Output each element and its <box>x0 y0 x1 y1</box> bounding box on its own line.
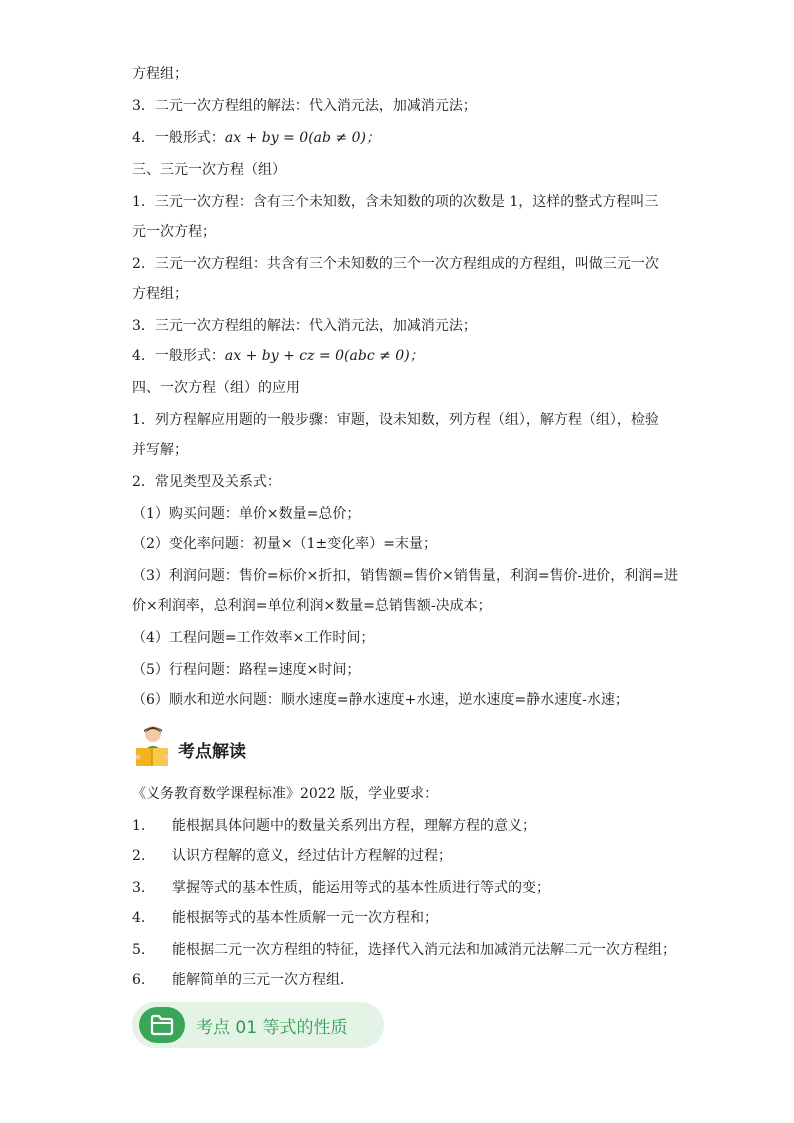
reading-student-icon <box>132 724 172 770</box>
text-line <box>132 128 672 148</box>
text-line: 3．二元一次方程组的解法：代入消元法，加减消元法； <box>132 98 477 114</box>
list-item: 能根据二元一次方程组的特征，选择代入消元法和加减消元法解二元一次方程组； <box>172 942 676 958</box>
text-line: 1．三元一次方程：含有三个未知数，含未知数的项的次数是 1，这样的整式方程叫三 <box>132 194 659 210</box>
formula-two-variable: ax + by = 0(ab ≠ 0)； <box>224 130 380 146</box>
text-line: 2．常见类型及关系式： <box>132 474 281 490</box>
text-line: 并写解； <box>132 442 188 458</box>
exam-reading-header <box>132 724 392 770</box>
text-line: （5）行程问题：路程=速度×时间； <box>132 662 361 678</box>
text-line: （6）顺水和逆水问题：顺水速度=静水速度+水速，逆水速度=静水速度-水速； <box>132 692 629 708</box>
list-number: 2. <box>132 848 146 864</box>
section-heading: 四、一次方程（组）的应用 <box>132 380 300 396</box>
text-line: （2）变化率问题：初量×（1±变化率）=末量； <box>132 536 438 552</box>
formula-three-variable: ax + by + cz = 0(abc ≠ 0)； <box>224 348 424 364</box>
text-line: 价×利润率，总利润=单位利润×数量=总销售额-决成本； <box>132 598 492 614</box>
section-badge-circle <box>139 1007 185 1043</box>
list-number: 6. <box>132 972 146 988</box>
list-number: 1. <box>132 818 146 834</box>
list-item: 掌握等式的基本性质，能运用等式的基本性质进行等式的变； <box>172 880 550 896</box>
text-line: 方程组； <box>132 66 188 82</box>
section-badge <box>132 1002 384 1048</box>
curriculum-intro: 《义务教育数学课程标准》2022 版，学业要求： <box>132 786 439 802</box>
section-heading: 三、三元一次方程（组） <box>132 162 286 178</box>
text-line: （1）购买问题：单价×数量=总价； <box>132 506 361 522</box>
text-line <box>132 346 672 366</box>
text-line-label: 4．一般形式： <box>132 348 225 364</box>
list-item: 能根据等式的基本性质解一元一次方程和； <box>172 910 438 926</box>
text-line: （3）利润问题：售价=标价×折扣，销售额=售价×销售量，利润=售价-进价，利润=进 <box>132 568 679 584</box>
list-number: 5. <box>132 942 146 958</box>
list-number: 3. <box>132 880 146 896</box>
list-number: 4. <box>132 910 146 926</box>
list-item: 认识方程解的意义，经过估计方程解的过程； <box>172 848 452 864</box>
text-line: 3．三元一次方程组的解法：代入消元法，加减消元法； <box>132 318 477 334</box>
text-line: 1．列方程解应用题的一般步骤：审题，设未知数，列方程（组），解方程（组），检验 <box>132 412 659 428</box>
text-line-label: 4．一般形式： <box>132 130 225 146</box>
text-line: 方程组； <box>132 286 188 302</box>
text-line: （4）工程问题=工作效率×工作时间； <box>132 630 375 646</box>
exam-reading-title: 考点解读 <box>178 742 246 762</box>
text-line: 元一次方程； <box>132 224 216 240</box>
list-item: 能根据具体问题中的数量关系列出方程，理解方程的意义； <box>172 818 536 834</box>
text-line: 2．三元一次方程组：共含有三个未知数的三个一次方程组成的方程组，叫做三元一次 <box>132 256 659 272</box>
list-item: 能解简单的三元一次方程组． <box>172 972 354 988</box>
section-badge-label: 考点 01 等式的性质 <box>196 1018 348 1038</box>
folder-icon <box>150 1014 174 1036</box>
